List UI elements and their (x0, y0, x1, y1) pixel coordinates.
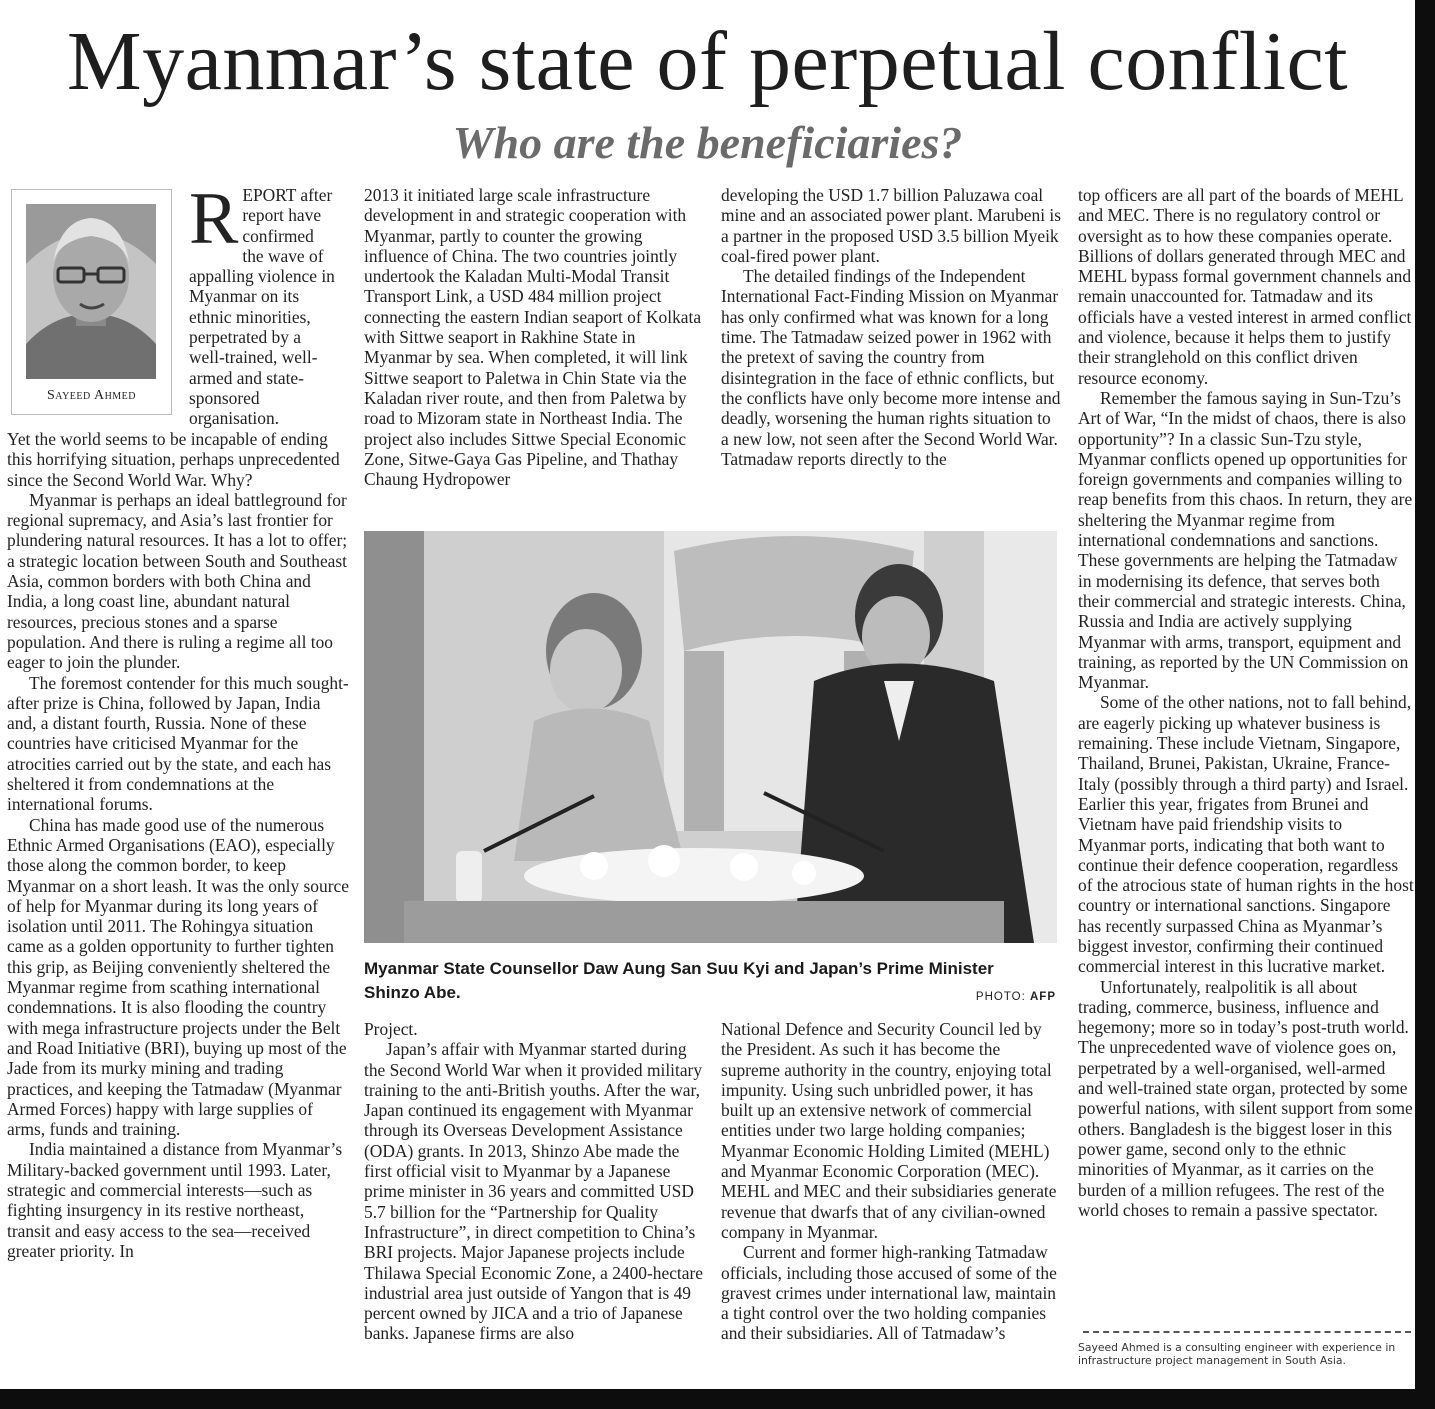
column-3-top (721, 185, 1061, 515)
column-1-intro (189, 185, 339, 430)
photo-credit (900, 991, 1056, 1003)
author-portrait (26, 204, 156, 379)
col1-paragraph-5: India maintained a distance from Myanmar’s Military-backed government until 1993. Later, strategic and commercial interests—such as fighting insurgency in its restive northeast, transit and easy access to the sea—received greater priority. In (7, 1139, 343, 1261)
subheadline: Who are the beneficiaries? (452, 117, 963, 168)
col3-top-paragraph-1: developing the USD 1.7 billion Paluzawa coal mine and an associated power plant. Marubeni is a partner in the proposed USD 3.5 billion Myeik coal-fired power plant. (721, 185, 1061, 266)
photo-illustration (364, 531, 1057, 943)
column-4 (1078, 185, 1414, 1327)
column-3-bottom (721, 1019, 1061, 1387)
author-box (11, 189, 172, 415)
column-1 (7, 429, 350, 1387)
col3-bottom-paragraph-2: Current and former high-ranking Tatmadaw officials, including those accused of some of the gravest crimes under international law, maintain a tight control over the two holding companies and their subsidiaries. All of Tatmadaw’s (721, 1242, 1057, 1344)
author-portrait-illustration (26, 204, 156, 379)
photo-caption: Myanmar State Counsellor Daw Aung San Suu Kyi and Japan’s Prime Minister Shinzo Abe. (364, 959, 994, 1002)
author-name: Sayeed Ahmed (46, 388, 137, 403)
col4-paragraph-4: Unfortunately, realpolitik is all about trading, commerce, business, influence and hegemony; more so in today’s post-truth world. The unprecedented wave of violence goes on, perpetrated by a well-organised, well-armed and well-trained state organ, protected by some powerful nations, with silent support from some others. Bangladesh is the biggest loser in this power game, second only to the ethnic minorities of Myanmar, as it carries on the burden of a million refugees. The rest of the world choses to remain a passive spectator. (1078, 976, 1413, 1220)
col4-paragraph-2: Remember the famous saying in Sun-Tzu’s Art of War, “In the midst of chaos, there is also opportunity”? In a classic Sun-Tzu style, Myanmar conflicts opened up opportunities for foreign governments and companies willing to reap benefits from this chaos. In return, they are sheltering the Myanmar regime from international condemnations and sanctions. These governments are helping the Tatmadaw in modernising its defence, that serves both their commercial and strategic interests. China, Russia and India are actively supplying Myanmar with arms, transport, equipment and training, as reported by the UN Commission on Myanmar. (1078, 387, 1413, 693)
headline: Myanmar’s state of perpetual conflict (66, 15, 1349, 108)
col2-top-paragraph-1: 2013 it initiated large scale infrastructure development in and strategic cooperation with Myanmar, partly to counter the growing influence of China. The two countries jointly undertook the Kaladan Multi-Modal Transit Transport Link, a USD 484 million project connecting the eastern Indian seaport of Kolkata with Sittwe seaport in Rakhine State in Myanmar by sea. When completed, it will link Sittwe seaport to Paletwa in Chin State via the Kaladan river route, and then from Paletwa by road to Mizoram state in Northeast India. The project also includes Sittwe Special Economic Zone, Sitwe-Gaya Gas Pipeline, and Thathay Chaung Hydropower (364, 185, 702, 490)
col4-paragraph-1: top officers are all part of the boards of MEHL and MEC. There is no regulatory control or oversight as to how these companies operate. Billions of dollars generated through MEC and MEHL bypass formal government channels and remain unaccounted for. Tatmadaw and its officials have a vested interest in armed conflict and violence, because it helps them to justify their stranglehold on this conflict driven resource economy. (1078, 185, 1412, 388)
photo-credit-source: AFP (1030, 991, 1056, 1003)
col2-bottom-paragraph-1: Project. (364, 1019, 418, 1039)
col1-paragraph-3: The foremost contender for this much sought-after prize is China, followed by Japan, India and, a distant fourth, Russia. None of these countries have criticised Myanmar for the atrocities carried out by the state, and each has sheltered it from condemnations at the international forums. (7, 672, 349, 815)
scan-edge-bottom (0, 1389, 1435, 1409)
col2-bottom-paragraph-2: Japan’s affair with Myanmar started during the Second World War when it provided military training to the anti-British youths. After the war, Japan continued its engagement with Myanmar through its Overseas Development Assistance (ODA) grants. In 2013, Shinzo Abe made the first official visit to Myanmar by a Japanese prime minister in 36 years and committed USD 5.7 billion for the “Partnership for Quality Infrastructure”, in direct competition to China’s BRI projects. Major Japanese projects include Thilawa Special Economic Zone, a 2400-hectare industrial area just outside of Yangon that is 49 percent owned by JICA and a trio of Japanese banks. Japanese firms are also (364, 1039, 703, 1344)
column-2-bottom (364, 1019, 704, 1387)
col1-paragraph-1: Yet the world seems to be incapable of ending this horrifying situation, perhaps unprecedented since the Second World War. Why? (7, 429, 340, 490)
col4-paragraph-3: Some of the other nations, not to fall behind, are eagerly picking up whatever business is remaining. These include Vietnam, Singapore, Thailand, Brunei, Pakistan, Ukraine, France-Italy (possibly through a third party) and Israel. Earlier this year, frigates from Brunei and Vietnam have paid friendship visits to Myanmar ports, indicating that both want to continue their defence cooperation, regardless of the atrocious state of human rights in the host country or international sanctions. Singapore has recently surpassed China as Myanmar’s biggest investor, confirming their continued commercial interest in this lucrative market. (1078, 692, 1414, 977)
col1-paragraph-4: China has made good use of the numerous Ethnic Armed Organisations (EAO), especially those along the common border, to keep Myanmar on a short leash. It was the only source of help for Myanmar during its long years of isolation until 2011. The Rohingya situation came as a golden opportunity to further tighten this grip, as Beijing conveniently sheltered the Myanmar regime from scathing international condemnations. It is also flooding the country with mega infrastructure projects under the Belt and Road Initiative (BRI), buying up most of the Jade from its murky mining and trading practices, and keeping the Tatmadaw (Myanmar Armed Forces) happy with large supplies of arms, funds and training. (7, 814, 349, 1140)
col3-bottom-paragraph-1: National Defence and Security Council led by the President. As such it has become the supreme authority in the country, enjoying total impunity. Using such unbridled power, it has built up an extensive network of commercial entities under two large holding companies; Myanmar Economic Holding Limited (MEHL) and Myanmar Economic Corporation (MEC). MEHL and MEC and their subsidiaries generate revenue that dwarfs that of any civilian-owned company in Myanmar. (721, 1019, 1057, 1242)
news-photo (364, 531, 1057, 943)
intro-paragraph (189, 185, 339, 429)
bio-divider (1083, 1331, 1411, 1333)
photo-credit-label: PHOTO: (975, 991, 1026, 1003)
drop-cap: R (189, 185, 239, 260)
col3-top-paragraph-2: The detailed findings of the Independent International Fact-Finding Mission on Myanmar has only confirmed what was known for a long time. The Tatmadaw seized power in 1962 with the pretext of saving the country from disintegration in the face of ethnic conflicts, but the conflicts have only become more intense and deadly, worsening the human rights situation to a new low, not seen after the Second World War. Tatmadaw reports directly to the (721, 266, 1061, 469)
column-2-top (364, 185, 704, 515)
scan-edge-right (1415, 0, 1435, 1409)
intro-lead-text: EPORT after report have confirmed the wave of appalling violence in Myanmar on its ethnic minorities, perpetrated by a well-trained, well-armed and state-sponsored organisation. (189, 185, 335, 429)
col1-paragraph-2: Myanmar is perhaps an ideal battleground for regional supremacy, and Asia’s last frontier for plundering natural resources. It has a lot to offer; a strategic location between South and Southeast Asia, common borders with both China and India, a long coast line, abundant natural resources, precious stones and a sparse population. And there is ruling a regime all too eager to join the plunder. (7, 489, 348, 673)
author-bio: Sayeed Ahmed is a consulting engineer with experience in infrastructure project management in South Asia. (1078, 1341, 1396, 1367)
